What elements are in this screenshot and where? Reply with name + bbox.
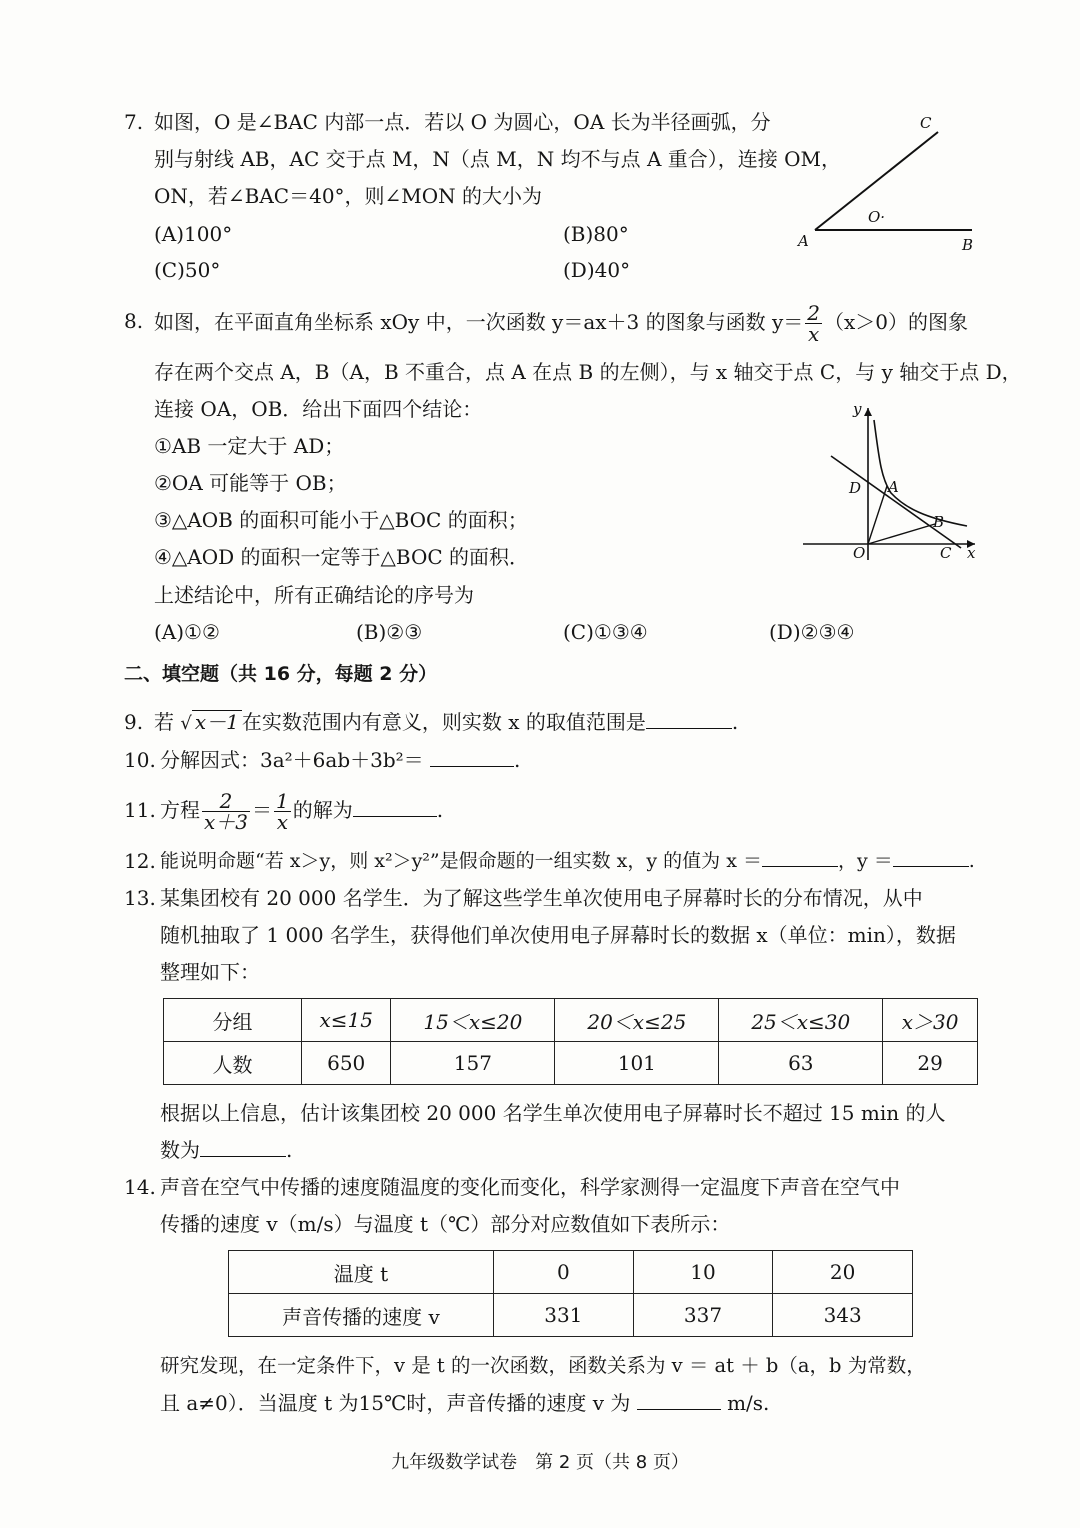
q11-number: 11. [124, 798, 156, 822]
q11-pre: 方程 [160, 798, 200, 822]
speed-cell: 343 [773, 1294, 913, 1337]
q8-prompt: 上述结论中，所有正确结论的序号为 [154, 583, 474, 607]
q8-frac-num: 2 [807, 301, 821, 325]
q12-statement: 能说明命题“若 x＞y，则 x²＞y²”是假命题的一组实数 x，y 的值为 x ＝ [160, 850, 762, 872]
q14-line-2: 传播的速度 v（m/s）与温度 t（℃）部分对应数值如下表所示： [160, 1212, 731, 1236]
q14-line-1: 声音在空气中传播的速度随温度的变化而变化，科学家测得一定温度下声音在空气中 [160, 1175, 900, 1199]
q13-data-table [163, 998, 978, 1085]
q12-number: 12. [124, 849, 156, 873]
label-b: B [933, 513, 945, 531]
temp-cell: 0 [494, 1251, 634, 1294]
q9-number: 9. [124, 710, 144, 734]
table-row [164, 1042, 978, 1085]
q14-after-line-2 [160, 1385, 769, 1421]
q13-line-1: 某集团校有 20 000 名学生．为了解这些学生单次使用电子屏幕时长的分布情况，从中 [160, 886, 923, 910]
row-header-count: 人数 [164, 1042, 302, 1085]
label-o: O [853, 544, 866, 562]
q14-number: 14. [124, 1175, 156, 1199]
q14-after-line-1: 研究发现，在一定条件下，v 是 t 的一次函数，函数关系为 v ＝ at ＋ b（a，b 为常数， [160, 1354, 926, 1377]
q7-line-3: ON，若∠BAC＝40°，则∠MON 的大小为 [154, 184, 543, 208]
q14-answer-blank[interactable] [637, 1391, 721, 1410]
q9-end: . [731, 710, 739, 734]
q13-after-line-1: 根据以上信息，估计该集团校 20 000 名学生单次使用电子屏幕时长不超过 15 min 的人 [160, 1101, 946, 1125]
q11-f2-num: 1 [276, 789, 289, 813]
q11-f2-den: x [276, 810, 289, 834]
q10-end: . [514, 748, 521, 772]
q9-post: 在实数范围内有意义，则实数 x 的取值范围是 [241, 710, 646, 734]
q11-f1-num: 2 [202, 791, 250, 812]
q11-f1-den: x＋3 [204, 810, 249, 834]
group-cell: 25＜x≤30 [719, 999, 883, 1042]
q7-line-2: 别与射线 AB，AC 交于点 M，N（点 M，N 均不与点 A 重合），连接 OM， [154, 147, 842, 171]
linear-function-line [831, 456, 961, 548]
count-cell: 63 [719, 1042, 883, 1085]
q8-conclusion-4: ④△AOD 的面积一定等于△BOC 的面积． [154, 545, 530, 569]
table-row [164, 999, 978, 1042]
q10-answer-blank[interactable] [430, 748, 514, 767]
q9-radicand: x－1 [192, 710, 242, 733]
count-cell: 101 [555, 1042, 719, 1085]
q10-number: 10. [124, 748, 156, 772]
label-d: D [849, 479, 862, 497]
q14-after-text: 且 a≠0）．当温度 t 为15℃时，声音传播的速度 v 为 [160, 1391, 631, 1415]
temp-cell: 20 [773, 1251, 913, 1294]
q11-fraction-right [274, 791, 291, 832]
q7-line-1: 如图，O 是∠BAC 内部一点．若以 O 为圆心，OA 长为半径画弧，分 [154, 110, 771, 134]
q12-mid: ，y ＝ [837, 850, 893, 872]
q13-end: . [286, 1138, 293, 1162]
speed-cell: 331 [494, 1294, 634, 1337]
q8-conclusion-2: ②OA 可能等于 OB； [154, 471, 347, 495]
q8-line-1 [154, 303, 968, 344]
label-b: B [962, 236, 974, 254]
q8-option-d[interactable]: (D)②③④ [769, 620, 855, 644]
q12-text [160, 843, 975, 879]
q11-fraction-left [202, 791, 250, 832]
group-cell: x≤15 [302, 999, 391, 1042]
q13-line-2: 随机抽取了 1 000 名学生，获得他们单次使用电子屏幕时长的数据 x（单位：min），数据 [160, 923, 956, 947]
q8-line-1-b: （x＞0）的图象 [824, 310, 969, 334]
q7-number: 7. [124, 110, 144, 134]
q8-frac-den: x [808, 322, 820, 346]
q8-fraction [805, 303, 822, 344]
q8-option-b[interactable]: (B)②③ [356, 620, 423, 644]
section-2-title: 二、填空题（共 16 分，每题 2 分） [124, 663, 438, 685]
q7-angle-figure [790, 104, 990, 254]
q12-end: . [968, 850, 975, 872]
temp-cell: 10 [633, 1251, 773, 1294]
q8-coordinate-figure [795, 398, 985, 568]
label-x: x [967, 544, 976, 562]
q9-text: 若 √ x－1 在实数范围内有意义，则实数 x 的取值范围是 . [154, 710, 739, 734]
q8-line-2: 存在两个交点 A，B（A，B 不重合，点 A 在点 B 的左侧），与 x 轴交于点 C，与 y 轴交于点 D， [154, 360, 1022, 384]
label-o: O· [868, 208, 886, 226]
page-footer: 九年级数学试卷 第 2 页（共 8 页） [391, 1452, 689, 1473]
q8-conclusion-3: ③△AOB 的面积可能小于△BOC 的面积； [154, 508, 528, 532]
q9-answer-blank[interactable] [646, 710, 732, 729]
q8-conclusion-1: ①AB 一定大于 AD； [154, 434, 345, 458]
count-cell: 157 [391, 1042, 555, 1085]
row-header-speed: 声音传播的速度 v [229, 1294, 494, 1337]
q7-option-c[interactable]: (C)50° [154, 258, 221, 282]
q12-x-blank[interactable] [762, 848, 838, 867]
q13-number: 13. [124, 886, 156, 910]
q8-line-1-a: 如图，在平面直角坐标系 xOy 中，一次函数 y＝ax＋3 的图象与函数 y＝ [154, 310, 804, 334]
label-c: C [940, 544, 952, 562]
y-axis-arrow [864, 408, 872, 416]
q9-pre: 若 [154, 710, 174, 734]
q14-data-table [228, 1250, 913, 1337]
q8-line-3: 连接 OA，OB．给出下面四个结论： [154, 397, 483, 421]
hyperbola-curve [874, 420, 967, 526]
speed-cell: 337 [633, 1294, 773, 1337]
table-row [229, 1251, 913, 1294]
q11-answer-blank[interactable] [353, 798, 437, 817]
q7-option-a[interactable]: (A)100° [154, 222, 233, 246]
q12-y-blank[interactable] [893, 848, 969, 867]
group-cell: 20＜x≤25 [555, 999, 719, 1042]
q7-option-b[interactable]: (B)80° [563, 222, 629, 246]
group-cell: 15＜x≤20 [391, 999, 555, 1042]
q11-text [160, 790, 443, 832]
label-a: A [798, 232, 809, 250]
q10-text [160, 742, 520, 778]
q13-answer-blank[interactable] [200, 1138, 286, 1157]
q11-eq: ＝ [252, 798, 273, 822]
segment-ob [868, 524, 935, 544]
q13-after-line-2 [160, 1132, 292, 1168]
q8-option-a[interactable]: (A)①② [154, 620, 220, 644]
q8-number: 8. [124, 309, 144, 333]
q10-expression: 分解因式：3a²＋6ab＋3b²＝ [160, 748, 424, 772]
q14-unit: m/s. [727, 1391, 770, 1415]
q11-post: 的解为 [292, 798, 353, 822]
q8-option-c[interactable]: (C)①③④ [563, 620, 648, 644]
table-row [229, 1294, 913, 1337]
row-header-group: 分组 [164, 999, 302, 1042]
group-cell: x＞30 [883, 999, 978, 1042]
label-y: y [853, 400, 862, 418]
q7-option-d[interactable]: (D)40° [563, 258, 631, 282]
row-header-temp: 温度 t [229, 1251, 494, 1294]
label-a: A [888, 478, 899, 496]
count-cell: 650 [302, 1042, 391, 1085]
q13-after-text: 数为 [160, 1138, 200, 1162]
label-c: C [920, 114, 932, 132]
segment-oa [868, 486, 887, 544]
q11-end: . [436, 798, 444, 822]
count-cell: 29 [883, 1042, 978, 1085]
q13-line-3: 整理如下： [160, 960, 260, 984]
